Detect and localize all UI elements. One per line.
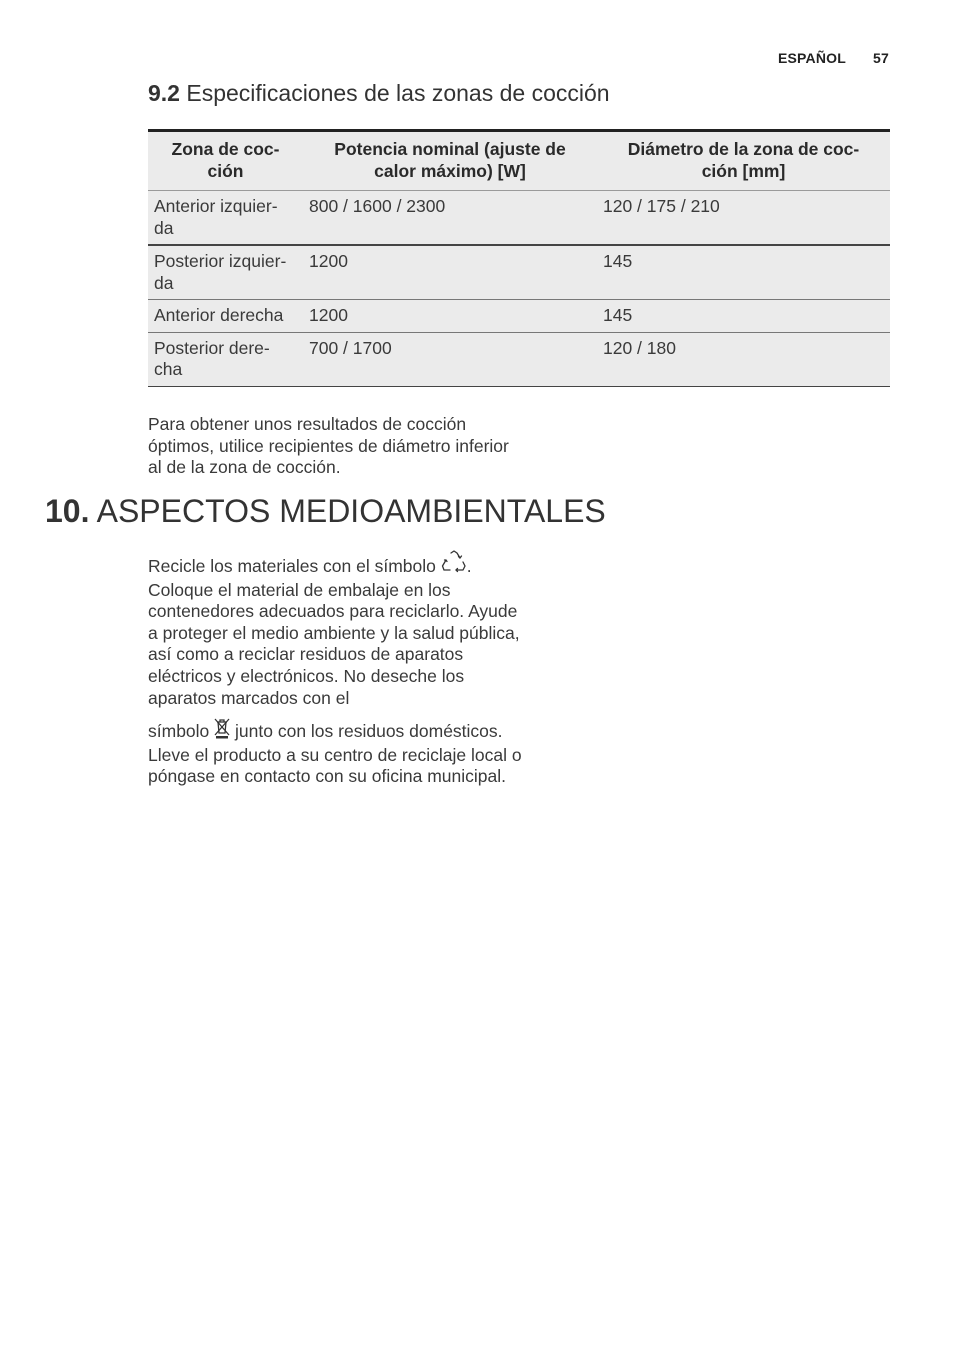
header-text: Zona de coc- ción [171, 139, 280, 181]
header-text: Potencia nominal (ajuste de calor máximo) [W] [334, 139, 566, 181]
cell-text: Anterior derecha [154, 305, 284, 325]
cell-diameter: 145 [597, 300, 890, 333]
line-spacer [148, 709, 528, 717]
cell-zone [148, 245, 303, 300]
cooking-tip-text: Para obtener unos resultados de cocción óptimos, utilice recipientes de diámetro inferior al de la zona de cocción. [148, 414, 509, 478]
section-title: ASPECTOS MEDIOAMBIENTALES [96, 493, 606, 529]
recycle-icon [441, 550, 467, 580]
section-heading [45, 493, 606, 530]
column-header-zone [148, 131, 303, 191]
page-header [778, 50, 889, 66]
header-text: Diámetro de la zona de coc- ción [mm] [627, 139, 860, 181]
environment-text [148, 550, 528, 788]
table-header-row [148, 131, 890, 191]
page-number: 57 [873, 50, 889, 66]
crossed-bin-icon [214, 717, 230, 745]
language-label: ESPAÑOL [777, 50, 847, 66]
env-text-part2: Coloque el material de embalaje en los contenedores adecuados para reciclarlo. Ayude a proteger el medio ambiente y la salud pública, así como a reciclar residuos de aparatos eléctricos y electrónicos. No deseche los aparatos marcados con el [148, 579, 520, 708]
column-header-power [303, 131, 597, 191]
cell-power: 1200 [303, 245, 597, 300]
cell-diameter: 120 / 175 / 210 [597, 191, 890, 246]
cell-text: Posterior dere- cha [154, 337, 270, 379]
table-row [148, 332, 890, 386]
cell-zone [148, 191, 303, 246]
cell-diameter: 145 [597, 245, 890, 300]
cell-text: Anterior izquier- da [154, 196, 278, 238]
cell-power: 800 / 1600 / 2300 [303, 191, 597, 246]
cell-text: Posterior izquier- da [154, 251, 287, 293]
cell-diameter: 120 / 180 [597, 332, 890, 386]
env-text-part3-start: símbolo [148, 721, 210, 742]
cell-power: 1200 [303, 300, 597, 333]
cooking-zones-table [148, 129, 890, 387]
env-text-part1: Recicle los materiales con el símbolo [148, 556, 436, 576]
cell-zone [148, 300, 303, 333]
table-row [148, 300, 890, 333]
subsection-heading [148, 80, 610, 107]
env-text-part1-end: . [466, 556, 472, 576]
cell-zone [148, 332, 303, 386]
env-text-part3: junto con los residuos domésticos. Lleve el producto a su centro de reciclaje local o póngase en contacto con su oficina municipal. [148, 721, 522, 787]
subsection-number: 9.2 [148, 80, 180, 106]
subsection-title: Especificaciones de las zonas de cocción [186, 80, 610, 106]
table-row [148, 191, 890, 246]
column-header-diameter [597, 131, 890, 191]
table-row [148, 245, 890, 300]
section-number: 10. [45, 493, 90, 529]
cell-power: 700 / 1700 [303, 332, 597, 386]
